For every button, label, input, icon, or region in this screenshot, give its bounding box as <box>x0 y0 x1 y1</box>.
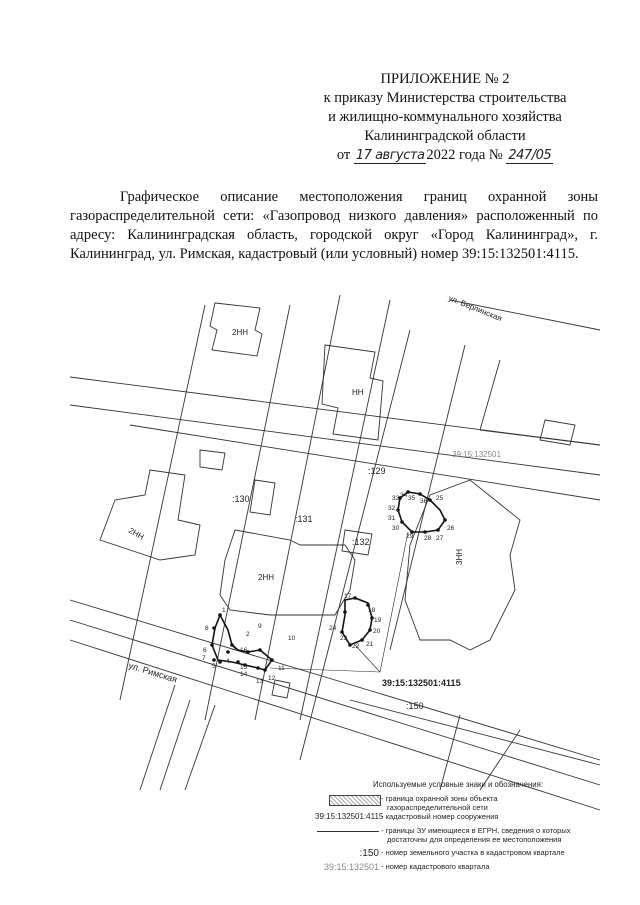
boundary-point <box>340 630 344 634</box>
legend-row-structure-number <box>315 811 615 825</box>
plot-label: :150 <box>406 701 424 711</box>
boundary-point <box>270 658 274 662</box>
zone-hatch-symbol <box>329 795 381 806</box>
legend-row-quarter-number <box>315 861 615 875</box>
building-outline <box>272 680 290 698</box>
legend <box>315 780 615 875</box>
plot-boundary <box>480 360 500 430</box>
point-label: 23 <box>340 635 348 642</box>
road-edge-line <box>70 405 600 475</box>
date-prefix: от <box>336 147 351 163</box>
order-line: к приказу Министерства строительства <box>323 90 567 106</box>
boundary-point <box>212 658 216 662</box>
boundary-point <box>443 518 447 522</box>
boundary-point <box>400 520 404 524</box>
building-label: 2НН <box>127 525 146 542</box>
point-label: 1 <box>222 607 226 614</box>
building-label: 2НН <box>232 328 249 337</box>
point-label: 3 <box>232 645 236 652</box>
point-label: 7 <box>202 655 206 662</box>
point-label: 6 <box>203 647 207 654</box>
boundary-point <box>353 596 357 600</box>
road-edge-line <box>160 700 190 790</box>
point-label: 17 <box>344 593 352 600</box>
building-outline <box>200 450 225 470</box>
boundary-point <box>218 660 222 664</box>
point-label: 28 <box>424 535 432 542</box>
road-edge-line <box>140 685 175 790</box>
point-label: 15 <box>240 664 248 671</box>
building-outline <box>100 470 200 560</box>
boundary-point <box>428 498 432 502</box>
map-linework <box>70 295 600 810</box>
boundary-point <box>360 638 364 642</box>
point-label: 30 <box>392 525 400 532</box>
boundary-point <box>436 528 440 532</box>
building-label: 2НН <box>258 573 275 582</box>
plot-label: :131 <box>295 514 313 524</box>
point-label: 19 <box>374 617 382 624</box>
legend-row-plot-number <box>315 847 615 861</box>
point-label: 10 <box>288 635 296 642</box>
street-label-rimskaya: ул. Римская <box>127 660 179 685</box>
point-label: 26 <box>447 525 455 532</box>
legend-row-zone <box>315 793 615 811</box>
boundary-point <box>418 492 422 496</box>
point-label: 29 <box>406 533 414 540</box>
point-label: 31 <box>388 515 396 522</box>
building-outline <box>250 480 275 515</box>
legend-title: Используемые условные знаки и обозначения: <box>373 780 544 789</box>
legend-code: 39:15:132501 <box>323 862 379 872</box>
leader-line <box>270 668 380 672</box>
object-cadastral-number: 39:15:132501:4115 <box>382 678 461 688</box>
point-label: 16 <box>240 647 248 654</box>
legend-text: достаточны для определения ее местоположения <box>387 835 562 844</box>
legend-text: газораспределительной сети <box>387 803 488 812</box>
boundary-point <box>226 650 230 654</box>
point-label: 18 <box>368 607 376 614</box>
point-label: 12 <box>268 675 276 682</box>
description-paragraph: Графическое описание местоположения границ охранной зоны газораспределительной сети: «Газопровод низкого давления» расположенный по адресу: Калининградская область, городской округ «Город Калининград», г. Калининград, ул. Римская, кадастровый (или условный) номер 39:15:132501:4115. <box>70 189 598 262</box>
road-edge-line <box>185 705 215 790</box>
legend-code: 39:15:132501:4115 <box>315 812 384 821</box>
boundary-point <box>368 628 372 632</box>
plot-label: :129 <box>368 466 386 476</box>
boundary-point <box>258 648 262 652</box>
ministry-line: и жилищно-коммунального хозяйства <box>328 109 562 125</box>
point-label: 21 <box>366 641 374 648</box>
leader-lines <box>270 532 408 672</box>
plot-boundary <box>350 700 600 765</box>
protection-zone-boundary <box>212 492 445 670</box>
plot-boundary <box>480 430 600 445</box>
street-label-berlinskaya: ул. Берлинская <box>447 293 504 324</box>
point-label: 22 <box>352 643 360 650</box>
point-label: 14 <box>240 671 248 678</box>
point-label: 8 <box>205 625 209 632</box>
point-label: 5 <box>212 663 216 670</box>
boundary-point <box>212 626 216 630</box>
cadastral-quarter-label: 39:15:132501 <box>452 450 501 459</box>
boundary-point <box>210 643 214 647</box>
boundary-point <box>343 610 347 614</box>
point-label: 11 <box>278 665 285 672</box>
region-line: Калининградской области <box>364 128 526 144</box>
point-label: 24 <box>329 625 337 632</box>
legend-text: - границы ЗУ имеющиеся в ЕГРН, сведения о которых <box>381 826 571 835</box>
boundary-point <box>263 668 267 672</box>
boundary-points <box>210 490 447 672</box>
legend-text: - кадастровый номер сооружения <box>381 812 499 821</box>
plot-boundary-line-symbol <box>317 831 379 832</box>
legend-text: - номер кадастрового квартала <box>381 862 490 871</box>
plot-label: :132 <box>352 537 370 547</box>
point-label: 25 <box>436 495 444 502</box>
building-outline <box>220 530 355 615</box>
legend-text: - номер земельного участка в кадастровом квартале <box>381 848 565 857</box>
point-label: 35 <box>408 495 416 502</box>
boundary-point <box>423 530 427 534</box>
point-label: 34 <box>400 492 408 499</box>
point-label: 36 <box>420 498 428 505</box>
plot-boundary <box>120 305 205 700</box>
building-label: НН <box>352 388 364 397</box>
legend-text: - граница охранной зоны объекта <box>381 794 498 803</box>
appendix-title: ПРИЛОЖЕНИЕ № 2 <box>380 71 510 87</box>
date-year: 2022 года № <box>426 147 503 163</box>
point-label: 32 <box>388 505 396 512</box>
boundary-point <box>256 666 260 670</box>
point-label: 27 <box>436 535 444 542</box>
building-label: 3НН <box>455 548 464 565</box>
point-label: 4 <box>226 658 230 665</box>
point-label: 2 <box>246 631 250 638</box>
point-label: 13 <box>256 678 264 685</box>
boundary-point <box>396 508 400 512</box>
legend-code: :150 <box>359 848 379 859</box>
point-label: 9 <box>258 623 262 630</box>
handwritten-date: 17 августа <box>355 148 425 163</box>
plot-boundary <box>300 300 390 720</box>
point-label: 20 <box>373 628 381 635</box>
point-label: 33 <box>392 495 400 502</box>
legend-row-plot-boundary <box>315 825 615 847</box>
handwritten-number: 247/05 <box>508 148 552 163</box>
leader-line <box>380 532 408 672</box>
plot-label: :130 <box>232 494 250 504</box>
